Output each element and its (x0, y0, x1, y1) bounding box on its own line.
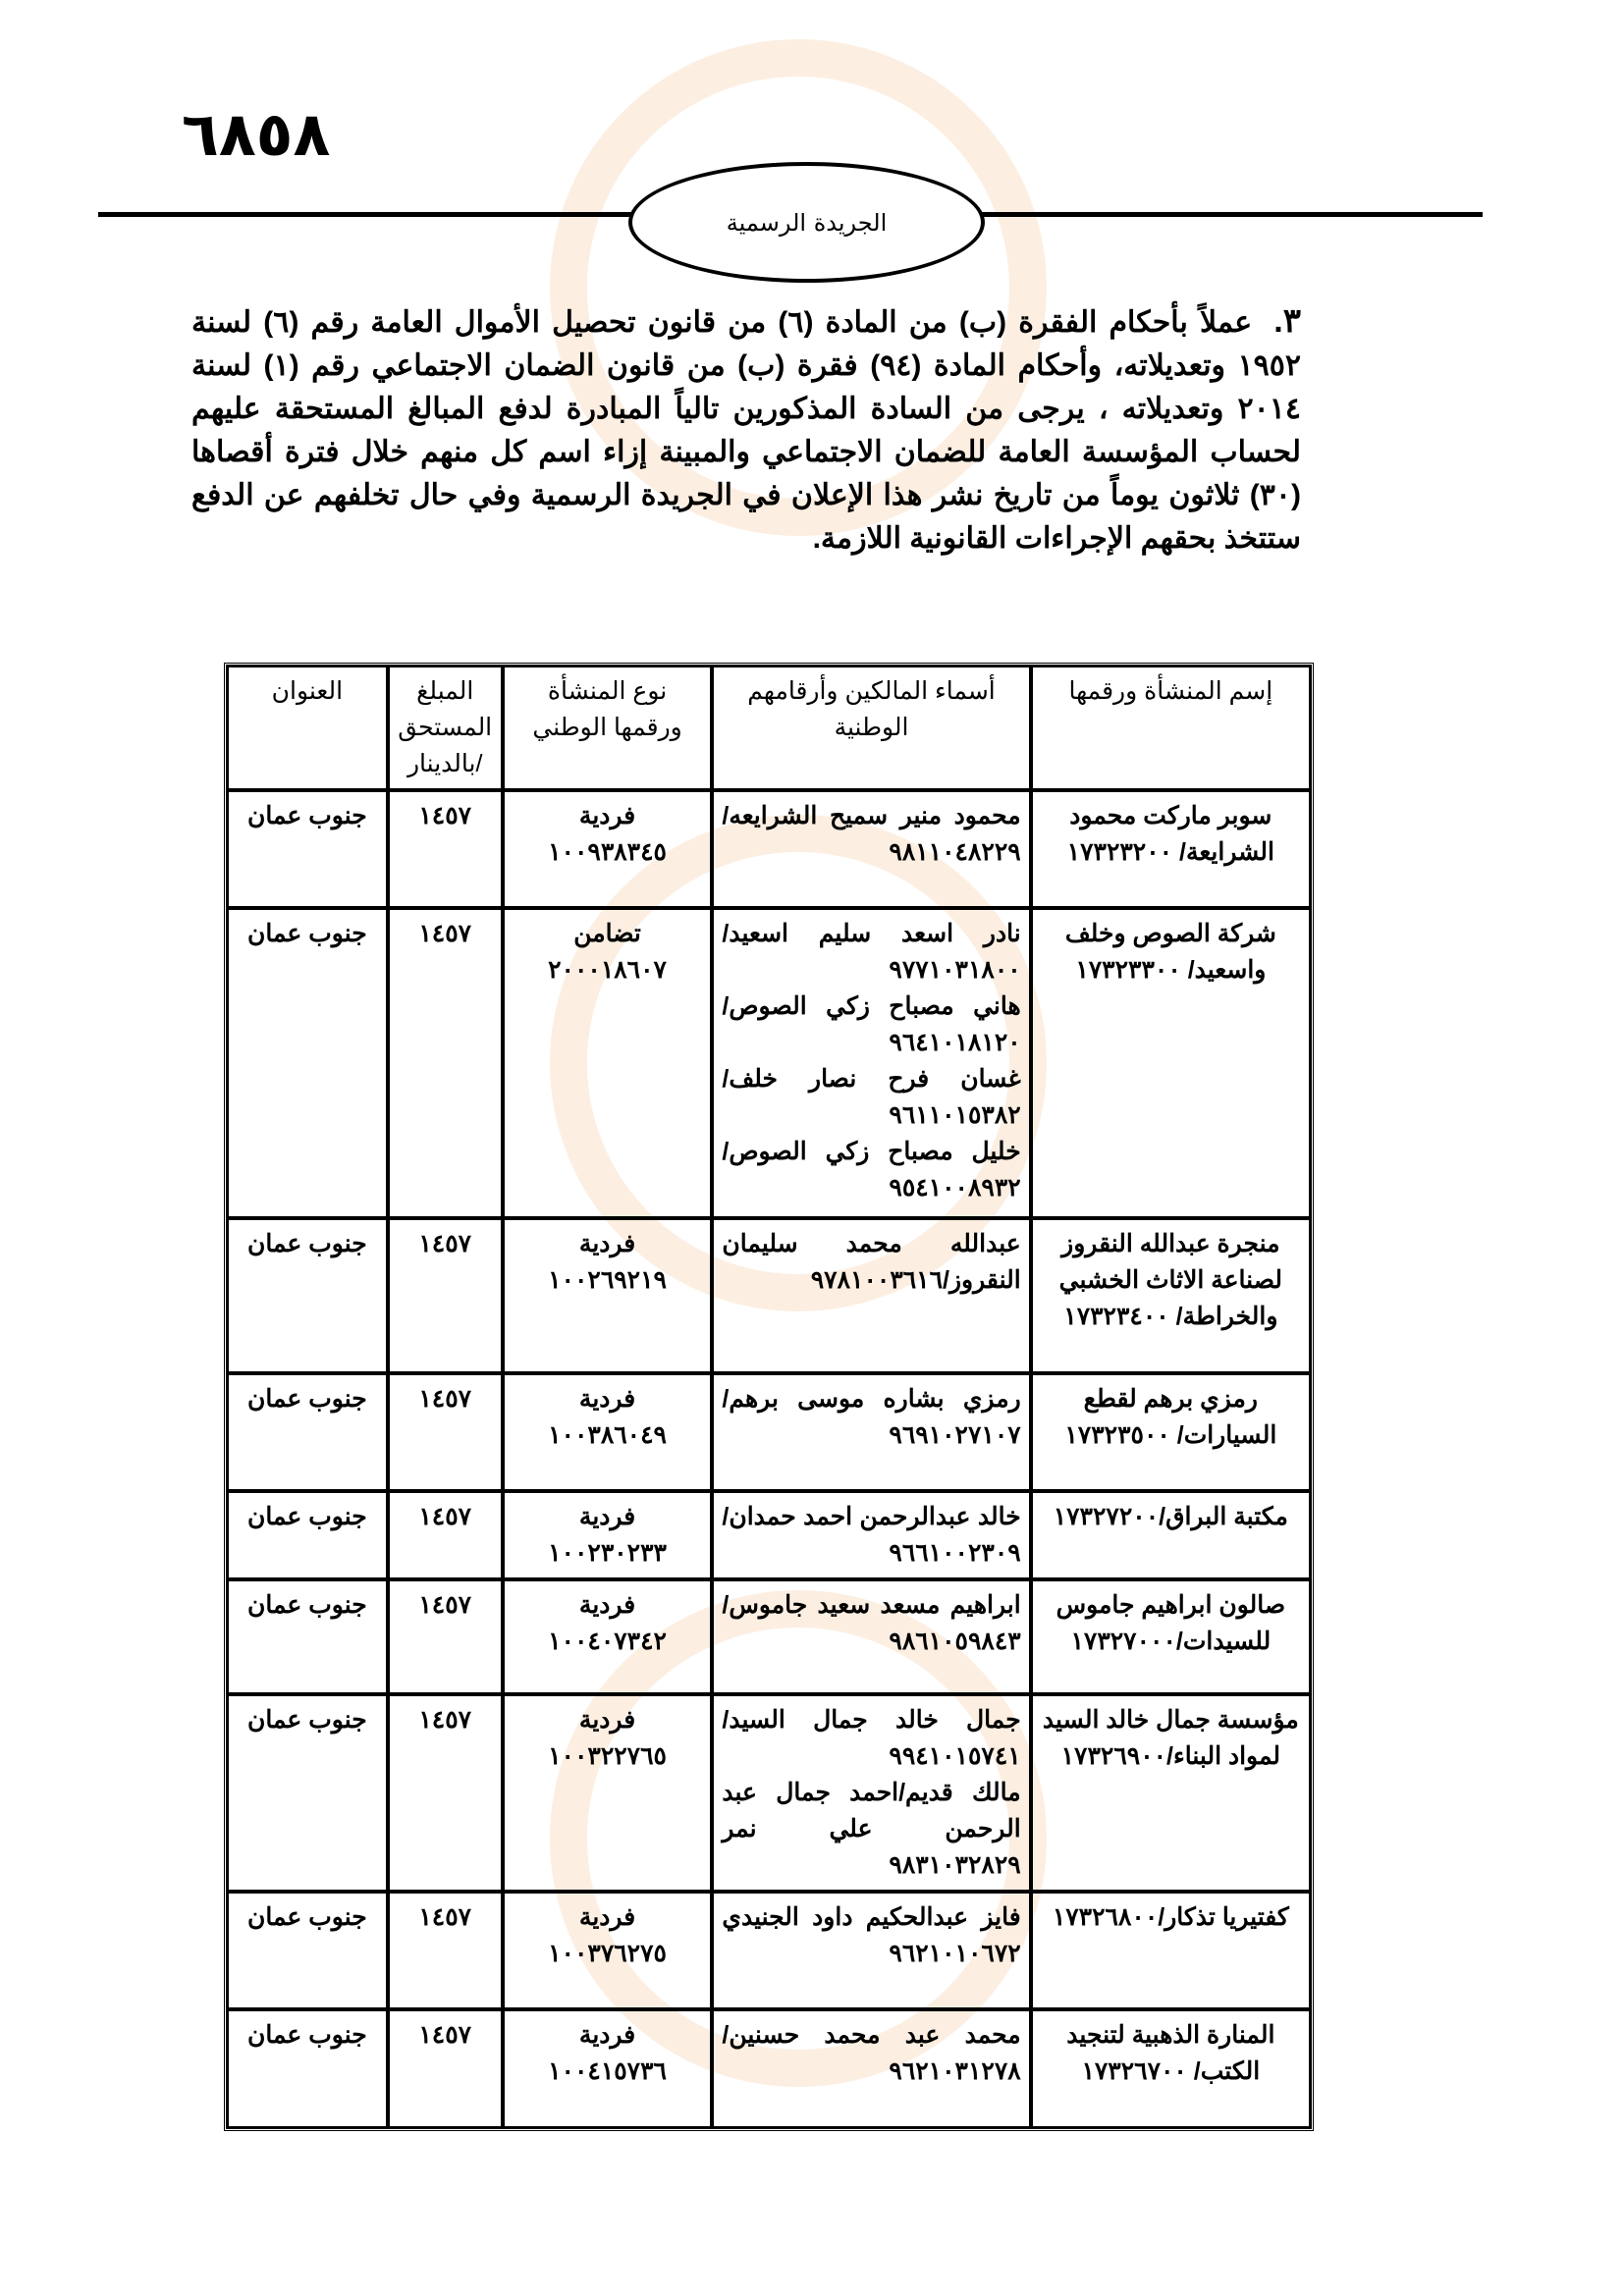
owner-entry: جمال خالد جمال السيد/٩٩٤١٠١٥٧٤١ (722, 1706, 1021, 1770)
owners-cell (712, 1694, 1030, 1892)
establishment-type: فردية (578, 1706, 636, 1734)
owner-entry: محمود منير سميح الشرايعه/٩٨١١٠٤٨٢٢٩ (722, 802, 1021, 866)
establishment-type: فردية (578, 1591, 636, 1619)
establishment-name: مؤسسة جمال خالد السيد لمواد البناء/١٧٣٢٦٩٠٠ (1042, 1706, 1299, 1770)
table-row (227, 908, 1311, 1218)
address: جنوب عمان (246, 1591, 367, 1619)
address-cell (227, 1694, 388, 1892)
column-header: إسم المنشأة ورقمها (1031, 666, 1311, 790)
notice-paragraph (191, 299, 1301, 561)
debtors-table (224, 663, 1314, 2131)
establishment-type-cell (503, 1218, 713, 1373)
establishment-type-cell (503, 1579, 713, 1694)
owner-entry: نادر اسعد سليم اسعيد/٩٧٧١٠٣١٨٠٠ (722, 920, 1021, 984)
establishment-name: كفتيريا تذكار/١٧٣٢٦٨٠٠ (1052, 1903, 1289, 1931)
establishment-national-number: ١٠٠٢٦٩٢١٩ (548, 1266, 667, 1294)
establishment-type-cell (503, 1892, 713, 2009)
amount-due: ١٤٥٧ (418, 2021, 472, 2049)
column-header: نوع المنشأة ورقمها الوطني (503, 666, 713, 790)
establishment-national-number: ١٠٠٩٣٨٣٤٥ (548, 838, 667, 866)
paragraph-text: عملاً بأحكام الفقرة (ب) من المادة (٦) من قانون تحصيل الأموال العامة رقم (٦) لسنة ١٩٥٢ وتعديلاته، وأحكام المادة (٩٤) فقرة (ب) من قانون الضمان الاجتماعي رقم (١) لسنة ٢٠١٤ وتعديلاته ، يرجى من السادة المذكورين تالياً المبادرة لدفع المبالغ المستحقة عليهم لحساب المؤسسة العامة للضمان الاجتماعي والمبينة إزاء اسم كل منهم خلال فترة أقصاها (٣٠) ثلاثون يوماً من تاريخ نشر هذا الإعلان في الجريدة الرسمية وفي حال تخلفهم عن الدفع ستتخذ بحقهم الإجراءات القانونية اللازمة. (191, 306, 1301, 555)
paragraph-number: ٣. (1273, 302, 1301, 340)
establishment-name-cell (1031, 1694, 1311, 1892)
address: جنوب عمان (246, 2021, 367, 2049)
establishment-national-number: ١٠٠٢٣٠٢٣٣ (548, 1539, 667, 1567)
establishment-type: فردية (578, 1903, 636, 1931)
column-header: المبلغ المستحق /بالدينار (388, 666, 503, 790)
establishment-name: سوبر ماركت محمود الشرايعة/ ١٧٣٢٣٢٠٠ (1066, 802, 1274, 866)
amount-due: ١٤٥٧ (418, 802, 472, 829)
amount-cell (388, 1373, 503, 1491)
amount-cell (388, 1579, 503, 1694)
address-cell (227, 1579, 388, 1694)
table-row (227, 1491, 1311, 1579)
owner-entry: هاني مصباح زكي الصوص/٩٦٤١٠١٨١٢٠ (722, 992, 1021, 1056)
table-row (227, 790, 1311, 908)
amount-cell (388, 2009, 503, 2128)
establishment-name-cell (1031, 1579, 1311, 1694)
owner-entry: مالك قديم/احمد جمال عبد الرحمن علي نمر ٩٨٣١٠٣٢٨٢٩ (722, 1779, 1021, 1879)
establishment-type-cell (503, 1694, 713, 1892)
establishment-national-number: ٢٠٠٠١٨٦٠٧ (548, 956, 667, 984)
establishment-name: مكتبة البراق/١٧٣٢٧٢٠٠ (1053, 1503, 1288, 1530)
amount-due: ١٤٥٧ (418, 920, 472, 947)
address: جنوب عمان (246, 1230, 367, 1257)
establishment-national-number: ١٠٠٣٢٢٧٦٥ (548, 1742, 667, 1770)
address: جنوب عمان (246, 1385, 367, 1413)
address-cell (227, 1892, 388, 2009)
amount-cell (388, 908, 503, 1218)
owner-entry: عبدالله محمد سليمان النقروز/٩٧٨١٠٠٣٦١٦ (722, 1230, 1021, 1294)
owners-cell (712, 790, 1030, 908)
establishment-type: فردية (578, 2021, 636, 2049)
table-row (227, 1218, 1311, 1373)
table-row (227, 1373, 1311, 1491)
owners-cell (712, 1373, 1030, 1491)
establishment-type: فردية (578, 1230, 636, 1257)
owner-entry: محمد عبد محمد حسنين/٩٦٢١٠٣١٢٧٨ (722, 2021, 1021, 2085)
establishment-name-cell (1031, 1491, 1311, 1579)
establishment-type-cell (503, 790, 713, 908)
establishment-national-number: ١٠٠٤١٥٧٣٦ (548, 2057, 667, 2085)
address: جنوب عمان (246, 920, 367, 947)
establishment-name-cell (1031, 1892, 1311, 2009)
establishment-type: فردية (578, 1385, 636, 1413)
owners-cell (712, 1579, 1030, 1694)
amount-due: ١٤٥٧ (418, 1591, 472, 1619)
establishment-name-cell (1031, 1373, 1311, 1491)
amount-due: ١٤٥٧ (418, 1903, 472, 1931)
owner-entry: رمزي بشاره موسى برهم/٩٦٩١٠٢٧١٠٧ (722, 1385, 1021, 1449)
establishment-name: رمزي برهم لقطع السيارات/ ١٧٣٢٣٥٠٠ (1064, 1385, 1277, 1449)
owners-cell (712, 1491, 1030, 1579)
owner-entry: خالد عبدالرحمن احمد حمدان/ ٩٦٦١٠٠٢٣٠٩ (722, 1503, 1021, 1567)
establishment-type: فردية (578, 802, 636, 829)
establishment-type-cell (503, 1491, 713, 1579)
amount-due: ١٤٥٧ (418, 1706, 472, 1734)
address-cell (227, 790, 388, 908)
establishment-name: شركة الصوص وخلف واسعيد/ ١٧٣٢٣٣٠٠ (1064, 920, 1276, 984)
table-row (227, 1579, 1311, 1694)
establishment-type-cell (503, 1373, 713, 1491)
amount-cell (388, 790, 503, 908)
owners-cell (712, 1218, 1030, 1373)
owner-entry: غسان فرح نصار خلف/٩٦١١٠١٥٣٨٢ (722, 1065, 1021, 1129)
owner-entry: خليل مصباح زكي الصوص/٩٥٤١٠٠٨٩٣٢ (722, 1138, 1021, 1201)
page-number: ٦٨٥٨ (182, 98, 331, 170)
table-row (227, 1892, 1311, 2009)
gazette-title: الجريدة الرسمية (726, 208, 888, 237)
amount-cell (388, 1892, 503, 2009)
address: جنوب عمان (246, 1706, 367, 1734)
table-row (227, 1694, 1311, 1892)
establishment-name-cell (1031, 908, 1311, 1218)
address-cell (227, 908, 388, 1218)
establishment-national-number: ١٠٠٤٠٧٣٤٢ (548, 1628, 667, 1655)
gazette-title-oval (628, 162, 985, 283)
establishment-name: منجرة عبدالله النقروز لصناعة الاثاث الخشبي والخراطة/ ١٧٣٢٣٤٠٠ (1058, 1230, 1283, 1330)
column-header: أسماء المالكين وأرقامهم الوطنية (712, 666, 1030, 790)
establishment-name: صالون ابراهيم جاموس للسيدات/١٧٣٢٧٠٠٠ (1056, 1591, 1286, 1655)
address-cell (227, 2009, 388, 2128)
amount-due: ١٤٥٧ (418, 1503, 472, 1530)
establishment-name-cell (1031, 2009, 1311, 2128)
owners-cell (712, 908, 1030, 1218)
establishment-type-cell (503, 908, 713, 1218)
column-header: العنوان (227, 666, 388, 790)
amount-cell (388, 1218, 503, 1373)
establishment-national-number: ١٠٠٣٧٦٢٧٥ (548, 1940, 667, 1967)
establishment-type-cell (503, 2009, 713, 2128)
owner-entry: ابراهيم مسعد سعيد جاموس/٩٨٦١٠٥٩٨٤٣ (722, 1591, 1021, 1655)
address-cell (227, 1491, 388, 1579)
address: جنوب عمان (246, 802, 367, 829)
establishment-name: المنارة الذهبية لتنجيد الكتب/ ١٧٣٢٦٧٠٠ (1066, 2021, 1275, 2085)
address-cell (227, 1373, 388, 1491)
address-cell (227, 1218, 388, 1373)
owner-entry: فايز عبدالحكيم داود الجنيدي ٩٦٢١٠١٠٦٧٢ (722, 1903, 1021, 1967)
address: جنوب عمان (246, 1903, 367, 1931)
owners-cell (712, 2009, 1030, 2128)
establishment-name-cell (1031, 1218, 1311, 1373)
amount-cell (388, 1694, 503, 1892)
address: جنوب عمان (246, 1503, 367, 1530)
amount-due: ١٤٥٧ (418, 1385, 472, 1413)
establishment-type: فردية (578, 1503, 636, 1530)
owners-cell (712, 1892, 1030, 2009)
amount-due: ١٤٥٧ (418, 1230, 472, 1257)
establishment-name-cell (1031, 790, 1311, 908)
amount-cell (388, 1491, 503, 1579)
establishment-type: تضامن (573, 920, 641, 947)
table-header-row (227, 666, 1311, 790)
establishment-national-number: ١٠٠٣٨٦٠٤٩ (548, 1421, 667, 1449)
table-row (227, 2009, 1311, 2128)
